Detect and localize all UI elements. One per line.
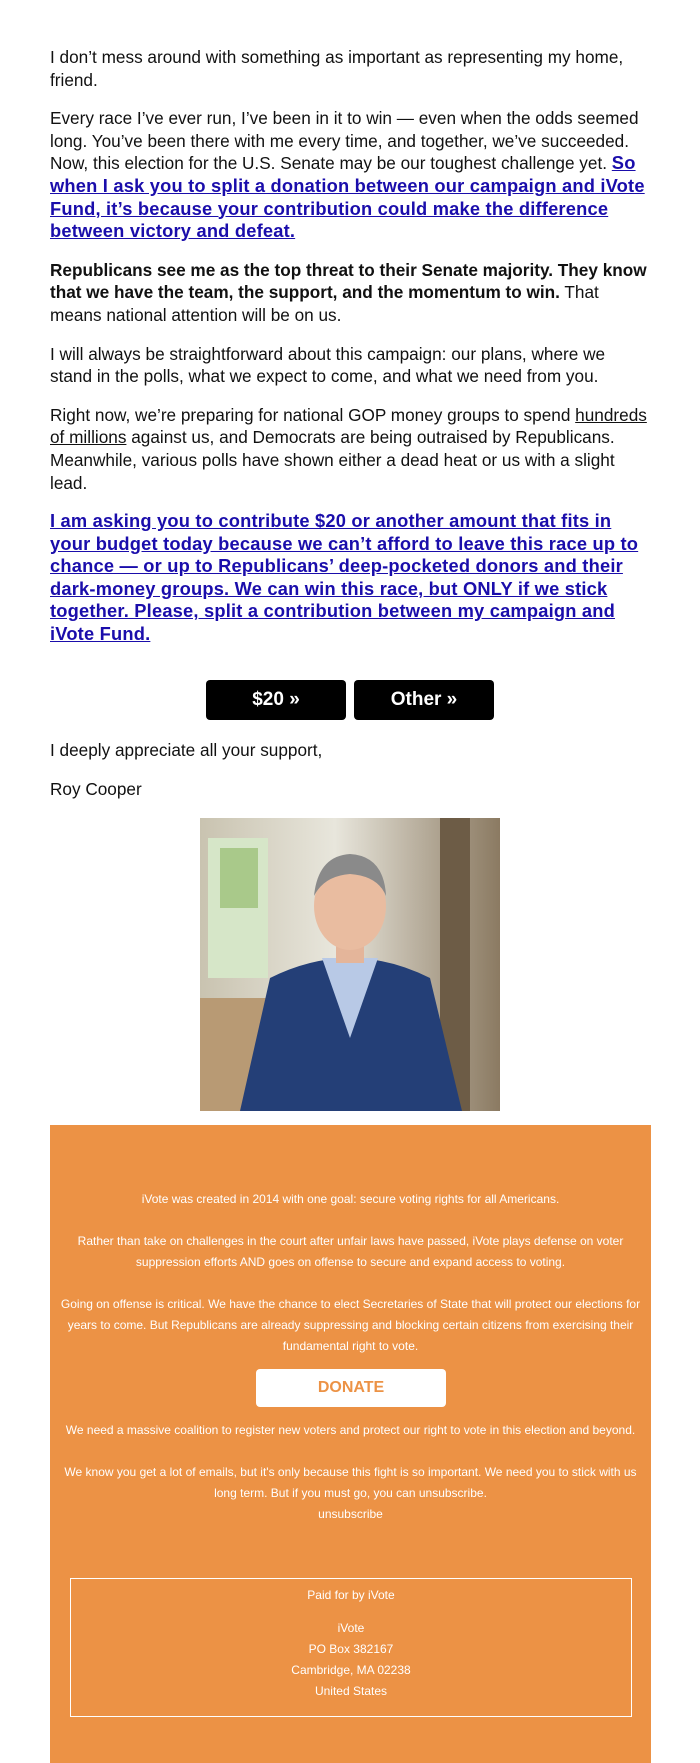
gop-text-b: against us, and Democrats are being outraised by Republicans. Meanwhile, various polls have shown either a dead heat or us with a slight lead. (50, 427, 615, 493)
footer-donate-button[interactable]: DONATE (256, 1369, 446, 1407)
footer-mission: iVote was created in 2014 with one goal: secure voting rights for all Americans. (141, 1192, 560, 1206)
threat-text: That means national attention will be on us. (50, 282, 599, 325)
footer-offense-line1: Going on offense is critical. We have the chance to elect Secretaries of State that will protect our elections for (60, 1297, 641, 1311)
unsubscribe-link[interactable]: unsubscribe (318, 1507, 383, 1521)
footer-coalition: We need a massive coalition to register new voters and protect our right to vote in this election and beyond. (65, 1423, 636, 1437)
contribute-link[interactable]: I am asking you to contribute $20 or another amount that fits in your budget today because we can’t afford to leave this race up to chance — or up to Republicans’ deep-pocketed donors and their dark-money groups. We can win this race, but ONLY if we stick together. Please, split a contribution between my campaign and iVote Fund. (50, 510, 639, 645)
footer-emails-line2: long term. But if you must go, you can unsubscribe. (214, 1486, 487, 1500)
hundreds-of-millions-text: hundreds of millions (50, 404, 647, 448)
paragraph-race (50, 107, 650, 243)
address-country: United States (314, 1684, 388, 1698)
footer-defense-line1: Rather than take on challenges in the court after unfair laws have passed, iVote plays defense on voter (77, 1234, 624, 1248)
org-name: iVote (337, 1621, 365, 1635)
paragraph-straightforward: I will always be straightforward about this campaign: our plans, where we stand in the polls, what we expect to come, and what we need from you. (50, 343, 606, 387)
paid-for-text: Paid for by iVote (307, 1588, 395, 1602)
donate-20-button[interactable]: $20 » (206, 680, 346, 720)
paragraph-race-text: Every race I’ve ever run, I’ve been in it to win — even when the odds seemed long. You’ve been there with me every time, and together, we’ve succeeded. Now, this election for the U.S. Senate may be our toughest challenge yet. (50, 108, 639, 174)
letter-body (50, 46, 650, 662)
footer-offense-line3: fundamental right to vote. (282, 1339, 419, 1353)
address-city: Cambridge, MA 02238 (291, 1663, 411, 1677)
paragraph-intro: I don’t mess around with something as important as representing my home, friend. (50, 47, 624, 90)
paragraph-gop-money (50, 404, 650, 494)
address-po-box: PO Box 382167 (308, 1642, 394, 1656)
footer-defense-line2: suppression efforts AND goes on offense to secure and expand access to voting. (135, 1255, 566, 1269)
threat-bold-text: Republicans see me as the top threat to their Senate majority. They know that we have the team, the support, and the momentum to win. (50, 259, 647, 303)
closing-line: I deeply appreciate all your support, (50, 740, 323, 760)
donate-other-button[interactable]: Other » (354, 680, 494, 720)
paid-for-box (70, 1578, 632, 1717)
footer (50, 1125, 651, 1763)
footer-emails-line1: We know you get a lot of emails, but it's only because this fight is so important. We need you to stick with us (64, 1465, 637, 1479)
donation-buttons (0, 680, 700, 720)
candidate-photo (200, 818, 500, 1111)
split-donation-link[interactable]: So when I ask you to split a donation between our campaign and iVote Fund, it’s because your contribution could make the difference between victory and defeat. (50, 152, 645, 242)
paragraph-threat (50, 259, 650, 327)
footer-offense-line2: years to come. But Republicans are already suppressing and blocking certain citizens from exercising their (67, 1318, 634, 1332)
signature-name: Roy Cooper (50, 779, 142, 799)
paragraph-ask (50, 510, 650, 646)
gop-text-a: Right now, we’re preparing for national GOP money groups to spend (50, 404, 571, 425)
candidate-photo-illustration (200, 818, 500, 1111)
